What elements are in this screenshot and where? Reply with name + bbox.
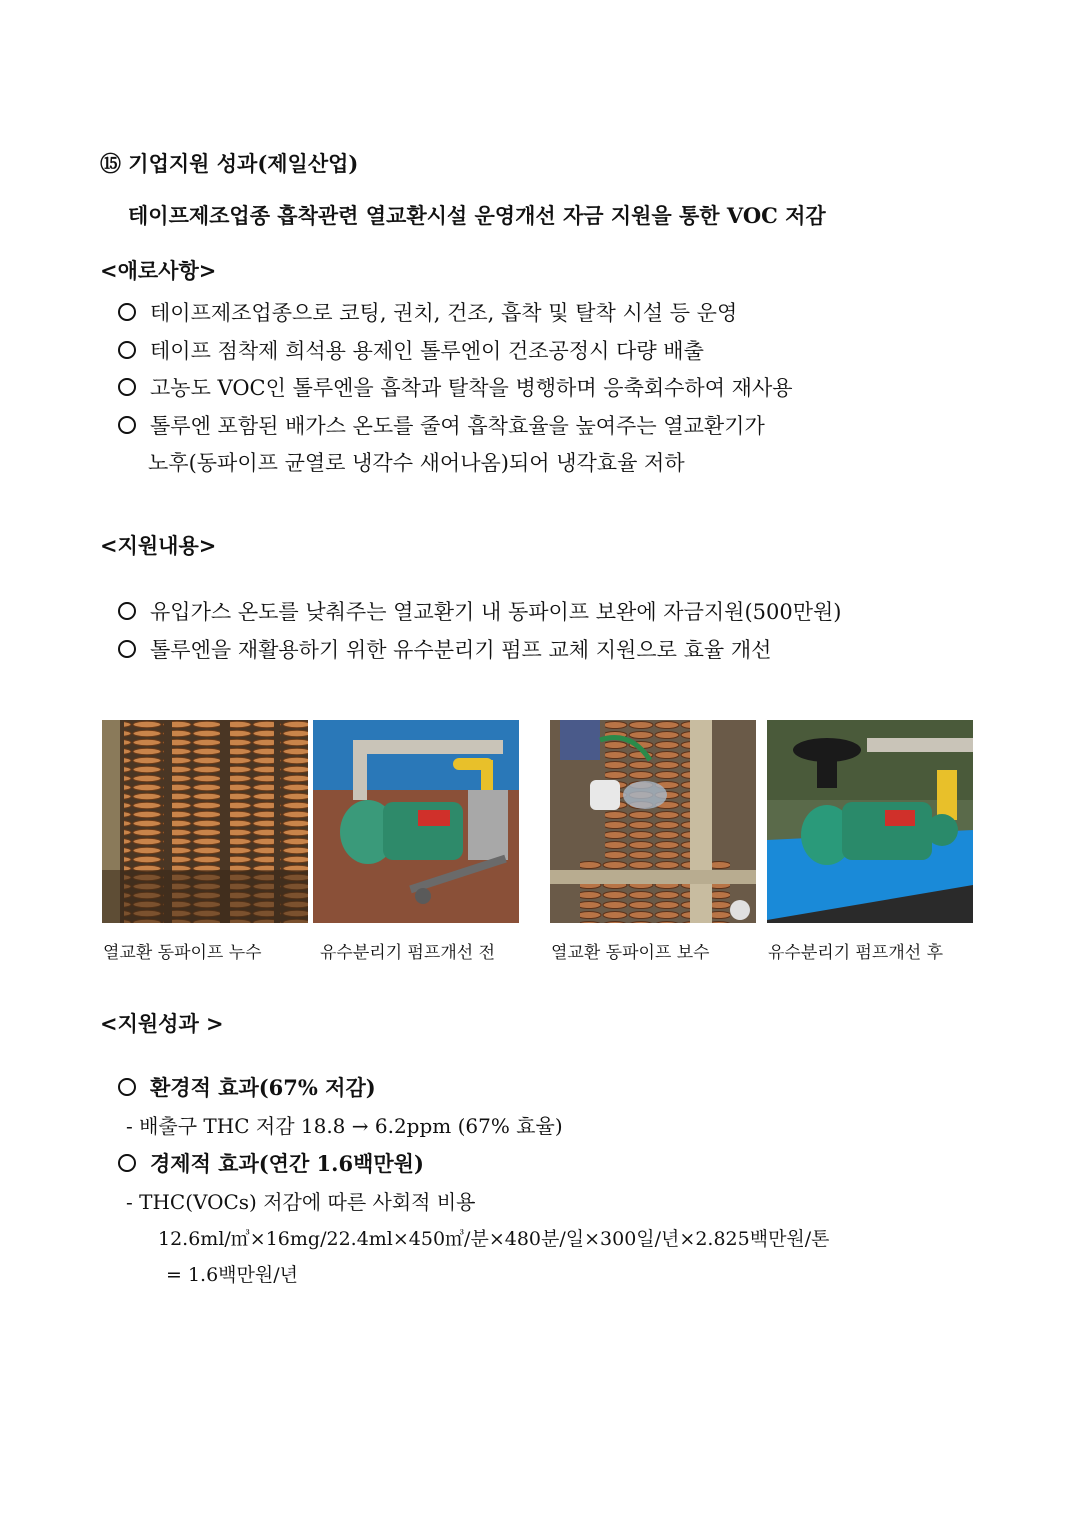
circle-bullet-icon <box>118 416 136 434</box>
leaking-copper-pipe-photo <box>102 720 308 923</box>
support-item: 톨루엔을 재활용하기 위한 유수분리기 펌프 교체 지원으로 효율 개선 <box>118 634 771 664</box>
support-item: 유입가스 온도를 낮춰주는 열교환기 내 동파이프 보완에 자금지원(500만원) <box>118 596 842 626</box>
circle-bullet-icon <box>118 1078 136 1096</box>
page-subtitle: 테이프제조업종 흡착관련 열교환시설 운영개선 자금 지원을 통한 VOC 저감 <box>128 203 826 228</box>
cost-formula-result: = 1.6백만원/년 <box>166 1264 298 1286</box>
circle-bullet-icon <box>118 303 136 321</box>
support-heading: <지원내용> <box>100 533 217 558</box>
circle-bullet-icon <box>118 378 136 396</box>
photo-caption: 유수분리기 펌프개선 전 <box>320 943 496 963</box>
econ-effect-title: 경제적 효과(연간 1.6백만원) <box>118 1148 424 1178</box>
photo-caption: 열교환 동파이프 보수 <box>551 943 710 963</box>
old-pump-photo <box>313 720 519 923</box>
photo-caption: 유수분리기 펌프개선 후 <box>768 943 944 963</box>
problems-heading: <애로사항> <box>100 258 217 283</box>
env-effect-detail: - 배출구 THC 저감 18.8 → 6.2ppm (67% 효율) <box>126 1114 563 1138</box>
new-pump-photo <box>767 720 973 923</box>
econ-effect-detail: - THC(VOCs) 저감에 따른 사회적 비용 <box>126 1190 476 1214</box>
problem-item: 테이프제조업종으로 코팅, 권치, 건조, 흡착 및 탈착 시설 등 운영 <box>118 297 737 327</box>
pipe-repair-photo <box>550 720 756 923</box>
circle-bullet-icon <box>118 602 136 620</box>
page-title: ⑮ 기업지원 성과(제일산업) <box>100 151 359 176</box>
problem-item: 고농도 VOC인 톨루엔을 흡착과 탈착을 병행하며 응축회수하여 재사용 <box>118 372 793 402</box>
env-effect-title: 환경적 효과(67% 저감) <box>118 1072 376 1102</box>
circle-bullet-icon <box>118 341 136 359</box>
problem-item-continuation: 노후(동파이프 균열로 냉각수 새어나옴)되어 냉각효율 저하 <box>148 451 685 475</box>
problem-item: 테이프 점착제 희석용 용제인 톨루엔이 건조공정시 다량 배출 <box>118 335 704 365</box>
results-heading: <지원성과 > <box>100 1011 224 1036</box>
photo-caption: 열교환 동파이프 누수 <box>103 943 262 963</box>
problem-item: 톨루엔 포함된 배가스 온도를 줄여 흡착효율을 높여주는 열교환기가 <box>118 410 765 440</box>
circle-bullet-icon <box>118 1154 136 1172</box>
circle-bullet-icon <box>118 640 136 658</box>
cost-formula: 12.6ml/㎥×16mg/22.4ml×450㎥/분×480분/일×300일/년×2.825백만원/톤 <box>158 1228 830 1250</box>
